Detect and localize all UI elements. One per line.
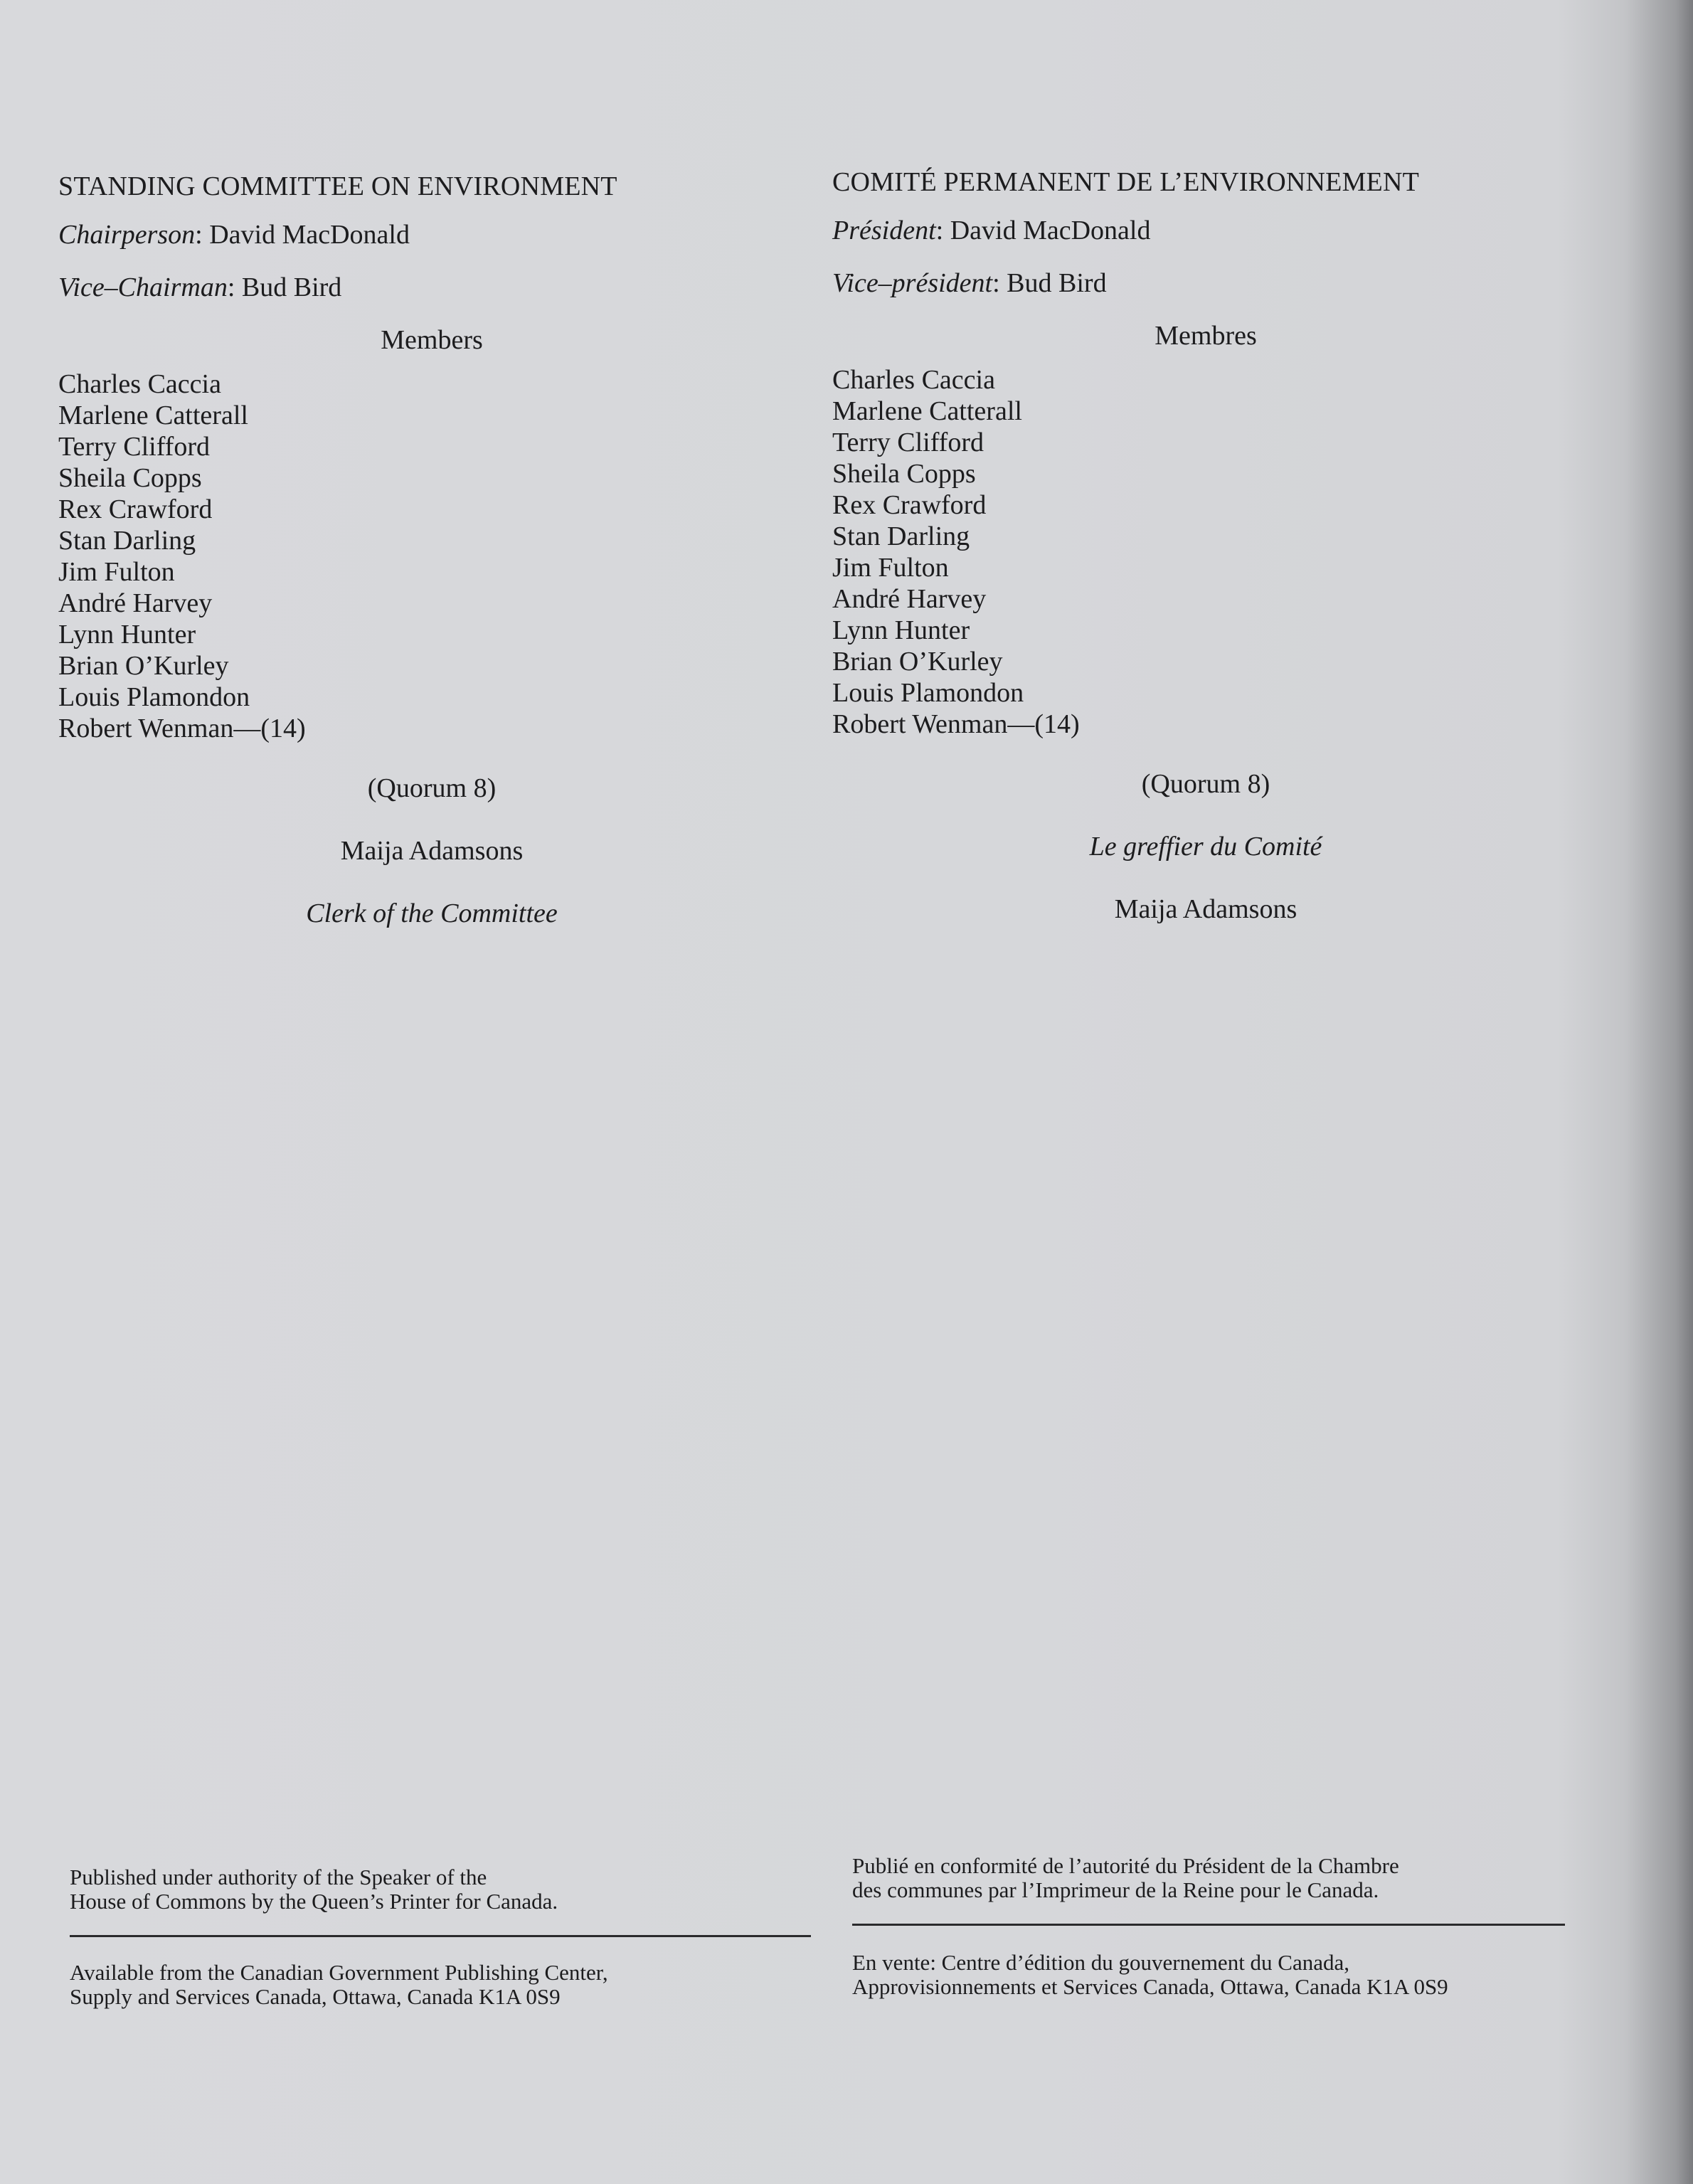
footer-divider-fr — [852, 1924, 1565, 1926]
clerk-name-fr: Maija Adamsons — [1114, 894, 1297, 924]
member-item: Rex Crawford — [58, 494, 213, 524]
clerk-title-fr: Le greffier du Comité — [1089, 832, 1322, 862]
member-item: Robert Wenman—(14) — [832, 709, 1080, 739]
publisher-note-fr — [852, 1854, 1399, 1902]
availability-note-en — [70, 1961, 608, 2009]
clerk-title-en: Clerk of the Committee — [306, 898, 558, 928]
member-item: Lynn Hunter — [832, 615, 970, 645]
vice-name-fr: Bud Bird — [1007, 268, 1107, 298]
member-list-fr — [832, 364, 1579, 740]
member-item: Stan Darling — [832, 521, 970, 551]
availability-note-fr — [852, 1951, 1448, 1999]
member-item: Sheila Copps — [832, 459, 976, 489]
publisher-note-en — [70, 1865, 558, 1914]
member-list-en — [58, 369, 805, 744]
publisher-line: des communes par l’Imprimeur de la Reine pour le Canada. — [852, 1877, 1379, 1902]
members-heading-fr: Membres — [1155, 321, 1257, 351]
vice-chair-line-fr: Vice–président: Bud Bird — [832, 268, 1107, 298]
chair-name-fr: David MacDonald — [950, 216, 1151, 245]
chair-name-en: David MacDonald — [209, 220, 410, 250]
member-item: Stan Darling — [58, 526, 196, 556]
member-item: Robert Wenman—(14) — [58, 714, 306, 743]
member-item: André Harvey — [832, 584, 987, 614]
availability-line: Available from the Canadian Government Publishing Center, — [70, 1960, 608, 1985]
footer-divider-en — [70, 1935, 811, 1937]
clerk-name-en: Maija Adamsons — [340, 836, 524, 866]
availability-line: Approvisionnements et Services Canada, Ottawa, Canada K1A 0S9 — [852, 1974, 1448, 1999]
availability-line: En vente: Centre d’édition du gouvernement du Canada, — [852, 1950, 1350, 1975]
member-item: Jim Fulton — [58, 557, 175, 587]
committee-title-en: STANDING COMMITTEE ON ENVIRONMENT — [58, 171, 617, 201]
french-column — [832, 165, 1579, 926]
member-item: Marlene Catterall — [58, 401, 248, 430]
chairperson-line-en: Chairperson: David MacDonald — [58, 220, 410, 250]
vice-role-en: Vice–Chairman — [58, 272, 228, 302]
vice-name-en: Bud Bird — [241, 272, 342, 302]
chairperson-line-fr: Président: David MacDonald — [832, 216, 1151, 245]
vice-role-fr: Vice–président — [832, 268, 993, 298]
member-item: Charles Caccia — [832, 365, 995, 395]
publisher-line: Publié en conformité de l’autorité du Président de la Chambre — [852, 1853, 1399, 1878]
member-item: Brian O’Kurley — [832, 647, 1003, 677]
member-item: Terry Clifford — [58, 432, 210, 462]
chair-role-fr: Président — [832, 216, 936, 245]
committee-title-fr: COMITÉ PERMANENT DE L’ENVIRONNEMENT — [832, 167, 1420, 197]
member-item: Rex Crawford — [832, 490, 987, 520]
chair-role-en: Chairperson — [58, 220, 196, 250]
publisher-line: House of Commons by the Queen’s Printer for Canada. — [70, 1889, 558, 1914]
publisher-line: Published under authority of the Speaker of the — [70, 1865, 487, 1889]
members-heading-en: Members — [381, 325, 483, 355]
english-column — [58, 169, 805, 931]
member-item: Louis Plamondon — [832, 678, 1024, 708]
quorum-en: (Quorum 8) — [367, 773, 497, 803]
member-item: Jim Fulton — [832, 553, 949, 583]
member-item: Brian O’Kurley — [58, 651, 229, 681]
member-item: Lynn Hunter — [58, 620, 196, 650]
member-item: Marlene Catterall — [832, 396, 1022, 426]
quorum-fr: (Quorum 8) — [1141, 769, 1270, 799]
member-item: Louis Plamondon — [58, 682, 250, 712]
member-item: André Harvey — [58, 588, 213, 618]
member-item: Terry Clifford — [832, 428, 984, 457]
member-item: Charles Caccia — [58, 369, 221, 399]
member-item: Sheila Copps — [58, 463, 202, 493]
vice-chair-line-en: Vice–Chairman: Bud Bird — [58, 272, 342, 302]
availability-line: Supply and Services Canada, Ottawa, Canada K1A 0S9 — [70, 1984, 561, 2009]
